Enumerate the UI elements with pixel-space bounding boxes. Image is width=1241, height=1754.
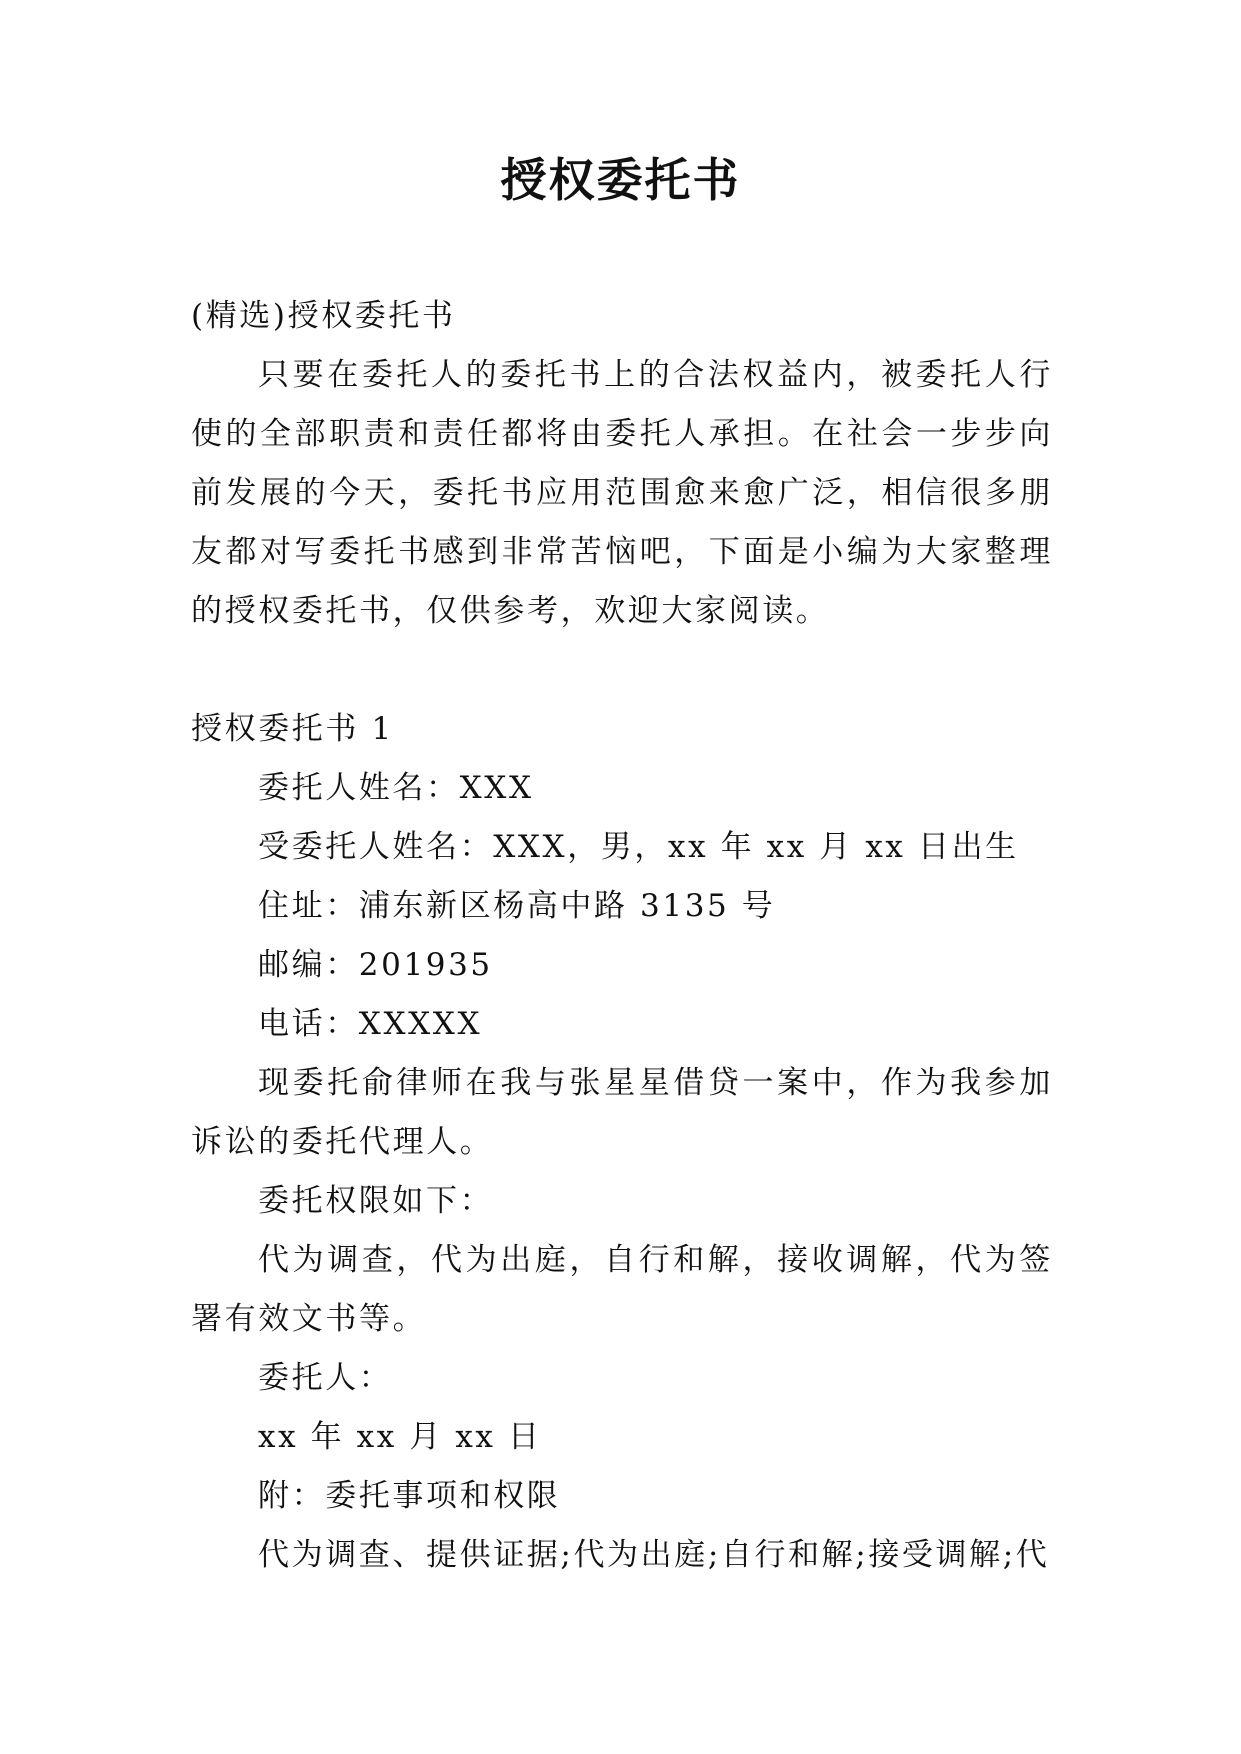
principal-signature-line: 委托人： <box>258 1360 393 1396</box>
appendix-text: 代为调查、提供证据;代为出庭;自行和解;接受调解;代 <box>258 1537 1050 1573</box>
intro-paragraph: 只要在委托人的委托书上的合法权益内，被委托人行使的全部职责和责任都将由委托人承担。在社会一步步向前发展的今天，委托书应用范围愈来愈广泛，相信很多朋友都对写委托书感到非常苦恼吧，下面是小编为大家整理的授权委托书，仅供参考，欢迎大家阅读。 <box>191 357 1053 629</box>
document-body <box>191 287 1053 1585</box>
phone-line: 电话：XXXXX <box>258 1006 483 1042</box>
paragraph-spacer <box>191 641 1053 700</box>
powers-heading: 委托权限如下： <box>258 1183 494 1219</box>
address-line: 住址：浦东新区杨高中路 3135 号 <box>258 888 776 924</box>
agent-name-line: 受委托人姓名：XXX，男，xx 年 xx 月 xx 日出生 <box>258 829 1019 865</box>
postcode-line: 邮编：201935 <box>258 947 493 983</box>
date-line: xx 年 xx 月 xx 日 <box>258 1419 542 1455</box>
appendix-heading: 附：委托事项和权限 <box>258 1478 561 1514</box>
entrust-statement: 现委托俞律师在我与张星星借贷一案中，作为我参加诉讼的委托代理人。 <box>191 1065 1053 1160</box>
section-heading: 授权委托书 1 <box>191 711 394 747</box>
document-title: 授权委托书 <box>500 153 741 207</box>
principal-name-line: 委托人姓名：XXX <box>258 770 534 806</box>
powers-text: 代为调查，代为出庭，自行和解，接收调解，代为签署有效文书等。 <box>191 1242 1053 1337</box>
document-subtitle: (精选)授权委托书 <box>191 298 456 334</box>
